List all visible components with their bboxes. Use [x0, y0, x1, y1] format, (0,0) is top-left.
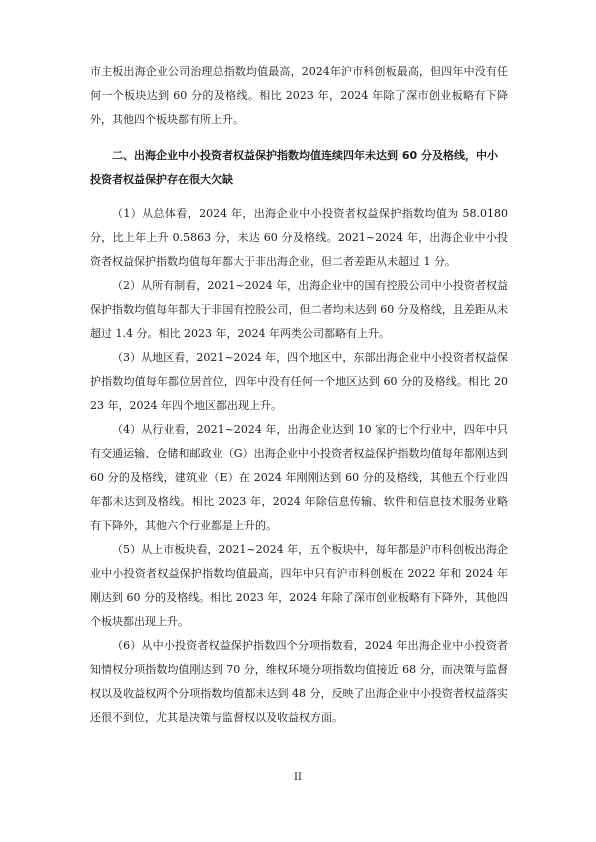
paragraph-region: （3）从地区看，2021~2024 年，四个地区中，东部出海企业中小投资者权益保护指数均值每年都位居首位，四年中没有任何一个地区达到 60 分的及格线。相比 2023 年，2024 年四个地区都出现上升。: [90, 351, 508, 412]
page-number: II: [294, 772, 302, 783]
paragraph-ownership: （2）从所有制看，2021~2024 年，出海企业中的国有控股公司中小投资者权益保护指数均值每年都大于非国有控股公司，但二者均未达到 60 分及格线，且差距从未超过 1.4 分。相比 2023 年，2024 年两类公司都略有上升。: [90, 279, 508, 340]
intro-paragraph: 市主板出海企业公司治理总指数均值最高，2024年沪市科创板最高，但四年中没有任何一个板块达到 60 分的及格线。相比 2023 年，2024 年除了深市创业板略有下降外，其他四个板块都有所上升。: [90, 65, 508, 126]
paragraph-subindex: （6）从中小投资者权益保护指数四个分项指数看，2024 年出海企业中小投资者知情权分项指数均值刚达到 70 分，维权环境分项指数均值接近 68 分，而决策与监督权以及收益权两个分项指数均值都未达到 48 分，反映了出海企业中小投资者权益落实还很不到位，尤其是决策与监督权以及收益权方面。: [90, 639, 508, 724]
paragraph-industry: （4）从行业看，2021~2024 年，出海企业达到 10 家的七个行业中，四年中只有交通运输、仓储和邮政业（G）出海企业中小投资者权益保护指数均值每年都刚达到 60 分的及格线，建筑业（E）在 2024 年刚刚达到 60 分的及格线，其他五个行业四年都未达到及格线。相比 2023 年，2024 年除信息传输、软件和信息技术服务业略有下降外，其他六个行业都是上升的。: [90, 423, 508, 532]
paragraph-overall: （1）从总体看，2024 年，出海企业中小投资者权益保护指数均值为 58.0180 分，比上年上升 0.5863 分，未达 60 分及格线。2021~2024 年，出海企业中小投资者权益保护指数均值每年都大于非出海企业，但二者差距从未超过 1 分。: [90, 207, 508, 268]
paragraph-board: （5）从上市板块看，2021~2024 年，五个板块中，每年都是沪市科创板出海企业中小投资者权益保护指数均值最高，四年中只有沪市科创板在 2022 年和 2024 年刚达到 60 分的及格线。相比 2023 年，2024 年除了深市创业板略有下降外，其他四个板块都出现上升。: [90, 543, 508, 628]
document-body: [90, 60, 508, 730]
section-heading: 二、出海企业中小投资者权益保护指数均值连续四年未达到 60 分及格线，中小投资者权益保护存在很大欠缺: [90, 149, 498, 186]
